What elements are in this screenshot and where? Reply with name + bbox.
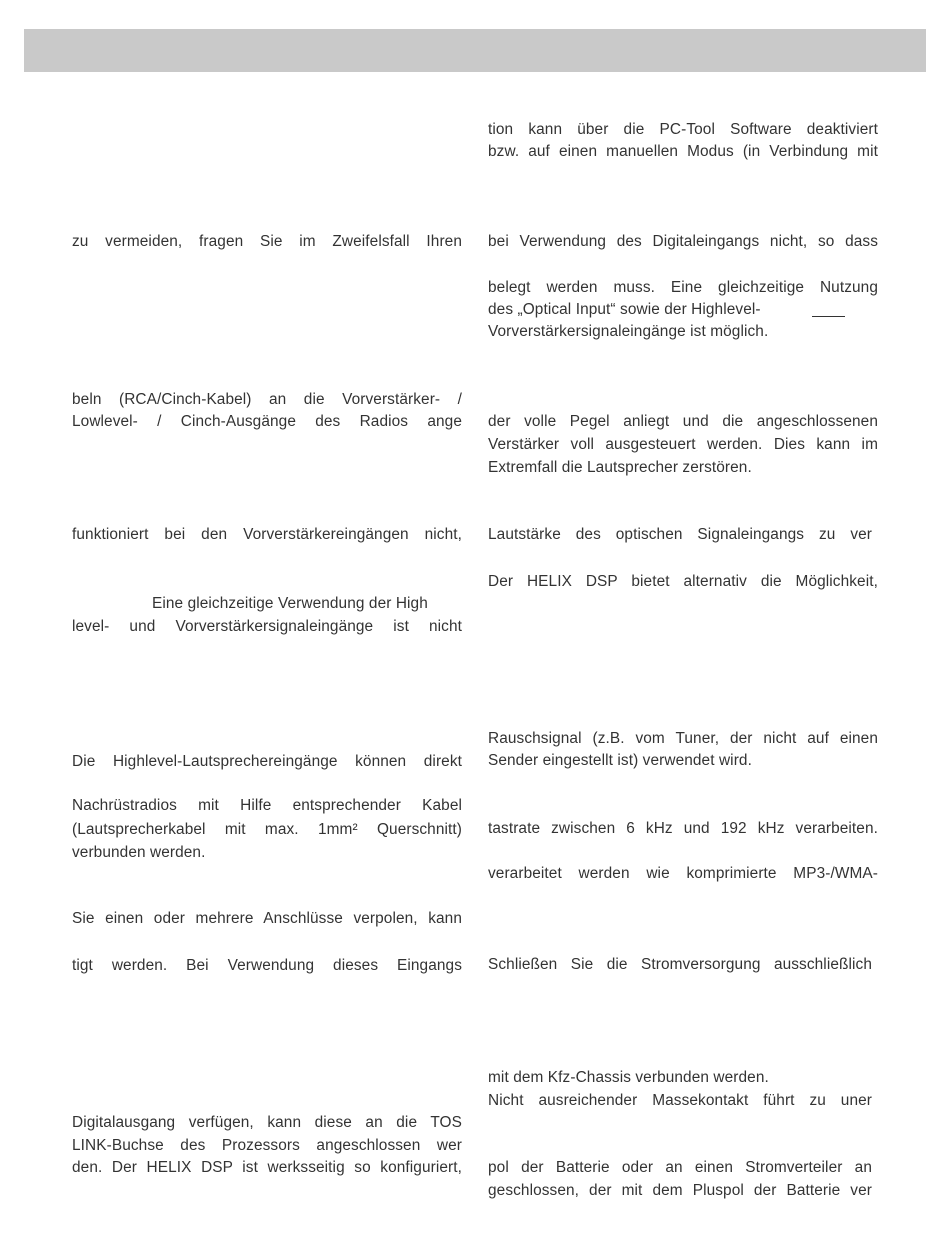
right-line: Schließen Sie die Stromversorgung ausschließlich	[488, 956, 872, 973]
left-line: Lowlevel- / Cinch-Ausgänge des Radios ange	[72, 413, 462, 430]
right-line: Der HELIX DSP bietet alternativ die Möglichkeit,	[488, 573, 878, 590]
right-line: geschlossen, der mit dem Pluspol der Batterie ver	[488, 1182, 872, 1199]
left-line: beln (RCA/Cinch-Kabel) an die Vorverstärker- /	[72, 391, 462, 408]
left-line: Die Highlevel-Lautsprechereingänge können direkt	[72, 753, 462, 770]
left-line: zu vermeiden, fragen Sie im Zweifelsfall Ihren	[72, 233, 462, 250]
right-line: bzw. auf einen manuellen Modus (in Verbindung mit	[488, 143, 878, 160]
right-line: der volle Pegel anliegt und die angeschlossenen	[488, 413, 878, 430]
left-line: Eine gleichzeitige Verwendung der High	[152, 595, 428, 612]
left-line: (Lautsprecherkabel mit max. 1mm² Querschnitt)	[72, 821, 462, 838]
right-line: tastrate zwischen 6 kHz und 192 kHz verarbeiten.	[488, 820, 878, 837]
right-line: verarbeitet werden wie komprimierte MP3-/WMA-	[488, 865, 878, 882]
right-line: Sender eingestellt ist) verwendet wird.	[488, 752, 752, 769]
right-line: Vorverstärkersignaleingänge ist möglich.	[488, 323, 769, 340]
right-line: Rauschsignal (z.B. vom Tuner, der nicht auf einen	[488, 730, 878, 747]
left-line: verbunden werden.	[72, 844, 206, 861]
right-line: Extremfall die Lautsprecher zerstören.	[488, 459, 752, 476]
right-line: Nicht ausreichender Massekontakt führt zu uner	[488, 1092, 872, 1109]
right-line: Lautstärke des optischen Signaleingangs zu ver	[488, 526, 872, 543]
left-line: Sie einen oder mehrere Anschlüsse verpolen, kann	[72, 910, 462, 927]
right-line: des „Optical Input“ sowie der Highlevel-	[488, 301, 761, 318]
left-line: tigt werden. Bei Verwendung dieses Eingangs	[72, 957, 462, 974]
header-bar	[24, 29, 926, 72]
left-line: Nachrüstradios mit Hilfe entsprechender Kabel	[72, 797, 462, 814]
right-line: mit dem Kfz-Chassis verbunden werden.	[488, 1069, 769, 1086]
right-line: tion kann über die PC-Tool Software deaktiviert	[488, 121, 878, 138]
left-line: level- und Vorverstärkersignaleingänge ist nicht	[72, 618, 462, 635]
left-line: Digitalausgang verfügen, kann diese an die TOS	[72, 1114, 462, 1131]
right-line: Verstärker voll ausgesteuert werden. Dies kann im	[488, 436, 878, 453]
left-line: den. Der HELIX DSP ist werksseitig so konfiguriert,	[72, 1159, 462, 1176]
left-line: funktioniert bei den Vorverstärkereingängen nicht,	[72, 526, 462, 543]
blank-underline	[812, 316, 845, 317]
right-line: bei Verwendung des Digitaleingangs nicht, so dass	[488, 233, 878, 250]
left-line: LINK-Buchse des Prozessors angeschlossen wer	[72, 1137, 462, 1154]
right-line: belegt werden muss. Eine gleichzeitige Nutzung	[488, 279, 878, 296]
right-line: pol der Batterie oder an einen Stromverteiler an	[488, 1159, 872, 1176]
